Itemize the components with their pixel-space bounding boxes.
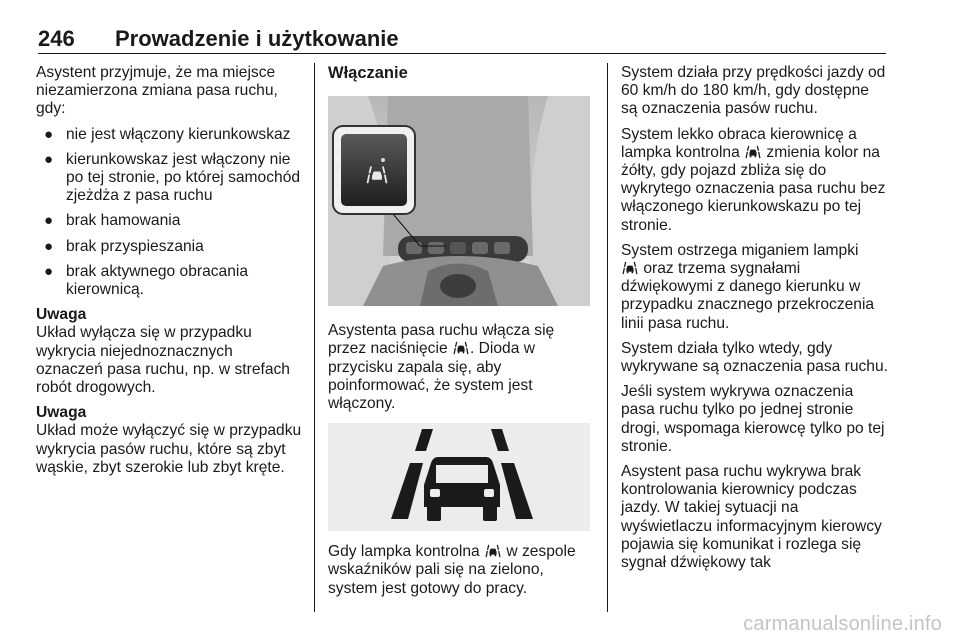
column-right — [621, 64, 889, 579]
note-heading: Uwaga — [36, 404, 87, 422]
warning-paragraph: System ostrzega miganiem lampki oraz trzema sygnałami dźwiękowymi z danego kierunku w przypadku znacznego przekroczenia linii pasa ruchu. — [621, 241, 875, 332]
header-divider — [38, 53, 886, 54]
lane-keep-assist-symbol-illustration — [328, 423, 590, 531]
activation-paragraph: Asystenta pasa ruchu włącza się przez naciśnięcie . Dioda w przycisku zapala się, aby poinformować, że system jest włączony. — [328, 322, 555, 413]
list-item: ● brak przyspieszania — [44, 237, 204, 255]
page-header — [38, 26, 886, 52]
column-left — [36, 64, 302, 484]
steering-paragraph: System lekko obraca kierownicę a lampka kontrolna zmienia kolor na żółty, gdy pojazd zbliża się do wykrytego oznaczenia pasa ruchu bez włączonego kierunkowskazu po tej stronie. — [621, 125, 886, 234]
lane-keep-assist-icon — [453, 341, 469, 355]
one-side-paragraph: Jeśli system wykrywa oznaczenia pasa ruchu tylko po jednej stronie drogi, wspomaga kierowcę tylko po tej stronie. — [621, 383, 885, 455]
bullet-icon: ● — [44, 125, 54, 143]
bullet-icon: ● — [44, 150, 54, 168]
intro-paragraph: Asystent przyjmuje, że ma miejsce niezamierzona zmiana pasa ruchu, gdy: — [36, 64, 278, 118]
section-heading: Włączanie — [328, 64, 408, 82]
bullet-icon: ● — [44, 262, 54, 280]
note-text: Układ może wyłączyć się w przypadku wykrycia pasów ruchu, które są zbyt wąskie, zbyt szerokie lub zbyt kręte. — [36, 422, 302, 476]
note-text: Układ wyłącza się w przypadku wykrycia niejednoznacznych oznaczeń pasa ruchu, np. w strefach robót drogowych. — [36, 324, 290, 397]
bullet-icon: ● — [44, 237, 54, 255]
list-item: ● kierunkowskaz jest włączony nie po tej stronie, po której samochód zjeżdża z pasa ruchu — [44, 150, 301, 205]
page-number: 246 — [38, 26, 75, 51]
indicator-paragraph: Gdy lampka kontrolna w zespole wskaźników pali się na zielono, system jest gotowy do pracy. — [328, 543, 576, 597]
detection-paragraph: System działa tylko wtedy, gdy wykrywane są oznaczenia pasa ruchu. — [621, 339, 888, 376]
lane-keep-assist-icon — [622, 261, 638, 275]
lane-keep-assist-icon — [485, 544, 501, 558]
column-middle — [328, 64, 594, 605]
column-divider-1 — [314, 63, 315, 612]
bullet-icon: ● — [44, 212, 54, 230]
list-item: ● nie jest włączony kierunkowskaz — [44, 125, 291, 143]
lane-keep-assist-icon — [745, 145, 761, 159]
note-heading: Uwaga — [36, 306, 87, 324]
column-divider-2 — [607, 63, 608, 612]
condition-list — [36, 126, 302, 300]
list-item: ● brak aktywnego obracania kierownicą. — [44, 262, 249, 299]
center-console-photo — [328, 96, 590, 306]
page-title: Prowadzenie i użytkowanie — [115, 26, 399, 51]
watermark: carmanualsonline.info — [743, 613, 942, 635]
speed-range-paragraph: System działa przy prędkości jazdy od 60 km/h do 180 km/h, gdy dostępne są oznaczenia pasów ruchu. — [621, 64, 886, 118]
hands-off-paragraph: Asystent pasa ruchu wykrywa brak kontrolowania kierownicy podczas jazdy. W takiej sytuacji na wyświetlaczu informacyjnym kierowcy pojawia się komunikat i rozlega się sygnał dźwiękowy tak — [621, 463, 882, 572]
list-item: ● brak hamowania — [44, 212, 181, 230]
